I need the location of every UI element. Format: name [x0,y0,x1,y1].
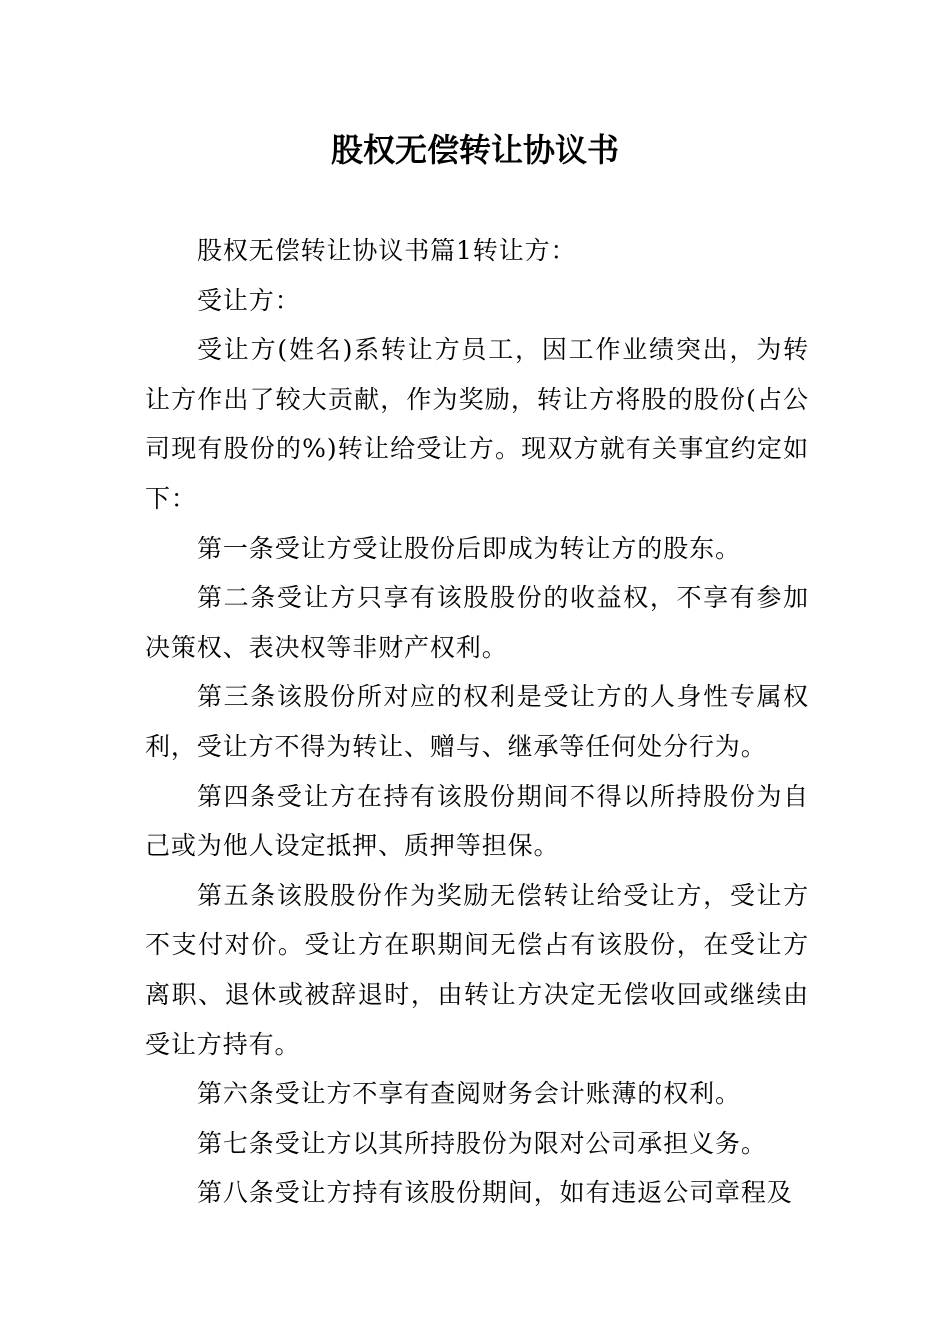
document-body [145,226,809,1218]
article-2: 第二条受让方只享有该股股份的收益权，不享有参加决策权、表决权等非财产权利。 [145,583,809,662]
article-6: 第六条受让方不享有查阅财务会计账薄的权利。 [197,1079,741,1109]
paragraph-heading-line: 股权无偿转让协议书篇1转让方： [197,236,577,265]
article-3: 第三条该股份所对应的权利是受让方的人身性专属权利，受让方不得为转让、赠与、继承等任何处分行为。 [145,682,809,761]
article-8: 第八条受让方持有该股份期间，如有违返公司章程及 [197,1178,793,1208]
paragraph-preamble: 受让方(姓名)系转让方员工，因工作业绩突出，为转让方作出了较大贡献，作为奖励，转让方将股的股份(占公司现有股份的%)转让给受让方。现双方就有关事宜约定如下： [145,335,809,513]
article-5: 第五条该股股份作为奖励无偿转让给受让方，受让方不支付对价。受让方在职期间无偿占有该股份，在受让方离职、退休或被辞退时，由转让方决定无偿收回或继续由受让方持有。 [145,880,809,1059]
article-1: 第一条受让方受让股份后即成为转让方的股东。 [197,533,741,563]
article-4: 第四条受让方在持有该股份期间不得以所持股份为自己或为他人设定抵押、质押等担保。 [145,781,809,861]
paragraph-transferee: 受让方： [197,285,301,315]
article-7: 第七条受让方以其所持股份为限对公司承担义务。 [197,1128,767,1158]
document-title: 股权无偿转让协议书 [330,131,619,169]
